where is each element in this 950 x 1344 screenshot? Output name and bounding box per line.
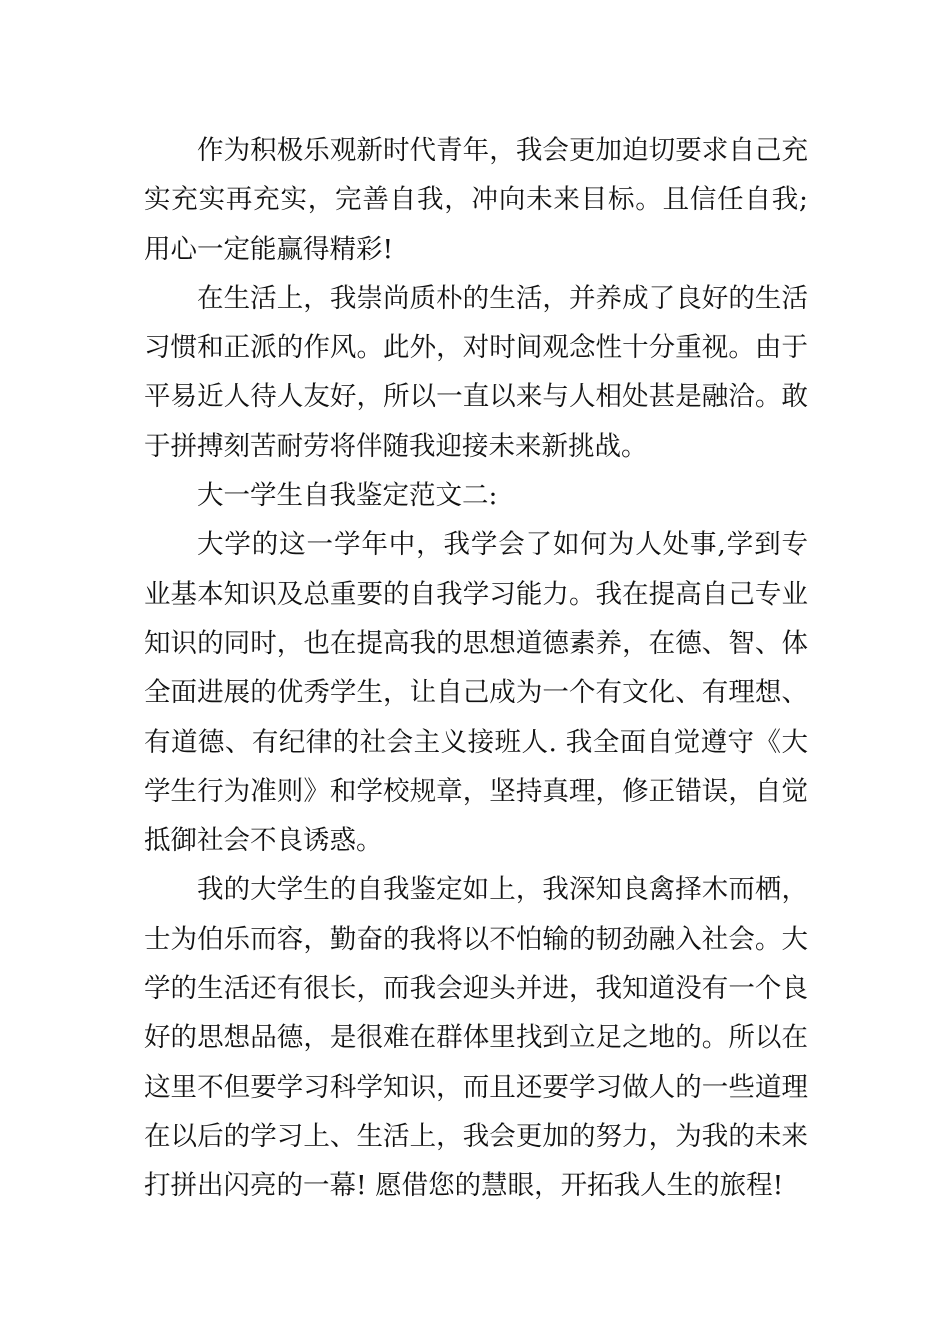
- document-body: [144, 126, 808, 1211]
- paragraph-3: 大学的这一学年中，我学会了如何为人处事,学到专业基本知识及总重要的自我学习能力。我在提高自己专业知识的同时，也在提高我的思想道德素养，在德、智、体全面进展的优秀学生，让自己成为一个有文化、有理想、有道德、有纪律的社会主义接班人. 我全面自觉遵守《大学生行为准则》和学校规章，坚持真理，修正错误，自觉抵御社会不良诱惑。: [144, 529, 808, 857]
- paragraph-4: 我的大学生的自我鉴定如上，我深知良禽择木而栖，士为伯乐而容，勤奋的我将以不怕输的韧劲融入社会。大学的生活还有很长，而我会迎头并进，我知道没有一个良好的思想品德，是很难在群体里找到立足之地的。所以在这里不但要学习科学知识，而且还要学习做人的一些道理在以后的学习上、生活上，我会更加的努力，为我的未来打拼出闪亮的一幕! 愿借您的慧眼，开拓我人生的旅程!: [144, 874, 808, 1202]
- paragraph-1: 作为积极乐观新时代青年，我会更加迫切要求自己充实充实再充实，完善自我，冲向未来目标。且信任自我;用心一定能赢得精彩!: [144, 135, 808, 265]
- section-heading: 大一学生自我鉴定范文二:: [197, 480, 498, 512]
- paragraph-2: 在生活上，我崇尚质朴的生活，并养成了良好的生活习惯和正派的作风。此外，对时间观念性十分重视。由于平易近人待人友好，所以一直以来与人相处甚是融洽。敢于拼搏刻苦耐劳将伴随我迎接未来新挑战。: [144, 282, 808, 462]
